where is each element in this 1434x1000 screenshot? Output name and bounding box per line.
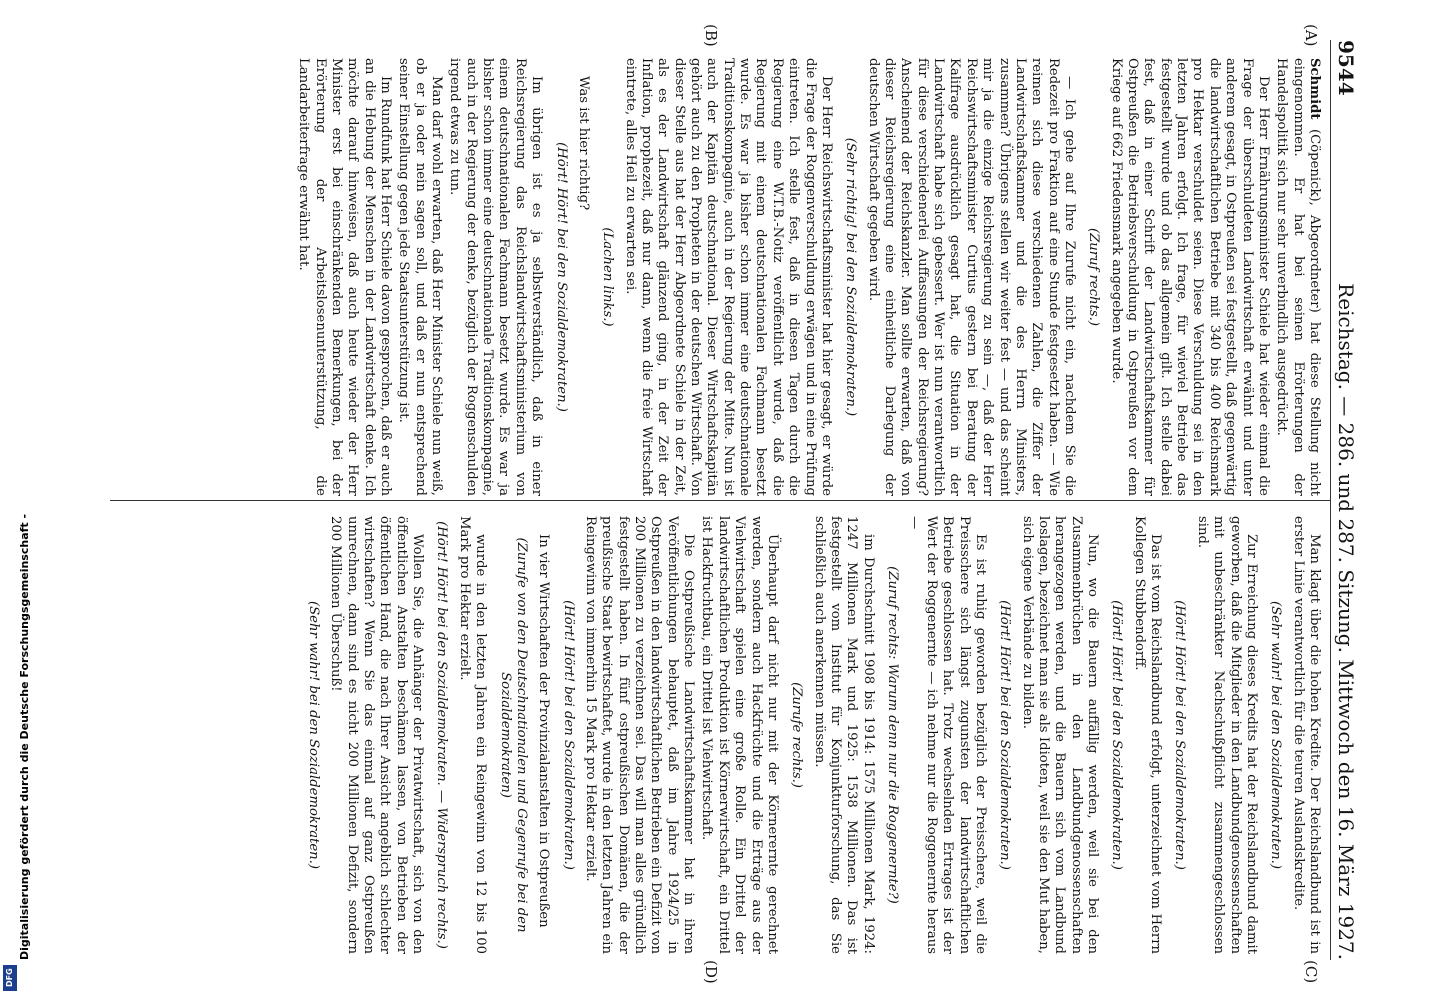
document-page [90, 24, 1360, 984]
paragraph: Es ist ruhig geworden bezüglich der Preisschere, weil die Preisschere sich längst zugunsten der landwirtschaftlichen Betriebe geschlossen hat. Trotz wechselnden Ertrages ist der Wert der Roggenernte — ich nehme nur die Roggenernte heraus — [907, 516, 988, 954]
column-rule [110, 500, 1330, 501]
header-title: Reichstag. — 286. und 287. Sitzung. Mittwoch den 16. März 1927. [1334, 283, 1358, 960]
paragraph: Schmidt (Cöpenick), Abgeordneter) hat diese Stellung nicht eingenommen. Er hat bei seinen Erörterungen der Handelspolitik sich nur sehr unverbindlich ausgedrückt. [1274, 58, 1322, 496]
paragraph: Im übrigen ist es ja selbstverständlich, daß in einer Reichsregierung das Reichslandwirtschaftsministerium von einem deutschnationalen Fachmann besetzt wurde. Es war ja bisher schon immer eine deutschnationale Traditionskompagnie, auch in der Regierung der denke, bezüglich der Roggenschulden irgend etwas zu tun. [447, 58, 545, 496]
paragraph: Man darf wohl erwarten, daß Herr Minister Schiele nun weiß, ob er ja oder nein sagen soll, und daß er nun entsprechend seiner Einstellung gegen jede Staatsunterstützung ist. [396, 58, 445, 496]
stage-direction: (Hört! Hört! bei den Sozialdemokraten.) [997, 600, 1013, 870]
stage-direction: (Zuruf rechts: Warum denn nur die Roggenernte?) [885, 566, 901, 904]
speaker-name: Schmidt [1307, 58, 1322, 129]
stage-direction: (Hört! Hört! bei den Sozialdemokraten. — Widerspruch rechts.) [434, 521, 450, 949]
stage-direction: (Sehr wahr! bei den Sozialdemokraten.) [1268, 601, 1284, 869]
paragraph: wurde in den letzten Jahren ein Reingewinn von 12 bis 100 Mark pro Hektar erzielt. [456, 516, 489, 954]
paragraph: Das ist vom Reichslandbund erfolgt, unterzeichnet vom Herrn Kollegen Stubbendorff. [1131, 516, 1164, 954]
margin-mark-b: (B) [702, 24, 720, 47]
paragraph: Nun, wo die Bauern auffällig werden, weil sie bei den Zusammenbrüchen in den Landbundgenossenschaften herangezogen werden, und die Bauern sich vom Landbund loslagen, bezeichnet man sie als Idioten, weil sie den Mut haben, sich eigene Verbände zu bilden. [1019, 516, 1101, 954]
margin-mark-a: (A) [1302, 24, 1320, 47]
paragraph: Man klagt über die hohen Kredite. Der Reichslandbund ist in erster Linie verantwortlich für die teuren Auslandskredite. [1290, 516, 1322, 954]
page-number: 9544 [1334, 40, 1358, 96]
left-column [122, 58, 1322, 496]
stage-direction: (Lachen links.) [600, 227, 616, 327]
paragraph: In vier Wirtschaften der Provinzialanstalten in Ostpreußen [536, 534, 552, 928]
paragraph: Was ist hier richtig? [575, 76, 591, 211]
sidebar-credit: Digitalisierung gefördert durch die Deutsche Forschungsgemeinschaft - [18, 513, 31, 960]
stage-direction: (Hört! Hört! bei den Sozialdemokraten.) [560, 600, 576, 870]
stage-direction: (Zurufe von den Deutschnationalen und Gegenrufe bei den Sozialdemokraten) [497, 537, 529, 933]
margin-mark-d: (D) [702, 960, 720, 984]
stage-direction: (Hört! Hört! bei den Sozialdemokraten.) [1109, 600, 1125, 870]
stage-direction: (Hört! Hört! bei den Sozialdemokraten.) [1172, 600, 1188, 870]
paragraph: Die Ostpreußische Landwirtschaftskammer hat in ihren Veröffentlichungen behauptet, daß im Jahre 1924/25 in Ostpreußen in den landwirtschaftlichen Betrieben ein Defizit von 200 Millionen zu verzeichnen sei. Das will man alles gründlich festgestellt haben. In fünf ostpreußischen Domänen, die der preußische Staat bewirtschaftet, wurde in den letzten Jahren ein Reingewinn von immerhin 15 Mark pro Hektar erzielt. [582, 516, 697, 954]
stage-direction: (Sehr wahr! bei den Sozialdemokraten.) [305, 601, 321, 869]
paragraph: Im Rundfunk hat Herr Schiele davon gesprochen, daß er auch an die Hebung der Menschen in der Landwirtschaft denke. Ich möchte darauf hinweisen, daß auch heute wieder der Herr Minister erst bei einschränkenden Bemerkungen, bei der Erörterung der Arbeitslosenunterstützung, die Landarbeiterfrage erwähnt hat. [296, 58, 393, 496]
stage-direction: (Zuruf rechts.) [1086, 227, 1102, 327]
paragraph: Zur Erreichung dieses Kredits hat der Reichslandbund damit geworben, daß die Mitglieder in den Landbundgenossenschaften mit unbeschränkter Nachschußpflicht zusammengeschlossen sind. [1194, 516, 1259, 954]
paragraph: Der Herr Reichswirtschaftsminister hat hier gesagt, er würde die Frage der Roggenverschuldung erwägen und in eine Prüfung eintreten. Ich stelle fest, daß in diesen Tagen durch die Regierung eine W.T.B.-Notiz veröffentlicht wurde, daß die Regierung mit einem deutschnationalen Fachmann besetzt wurde. Es war ja bisher schon immer eine deutschnationale Traditionskompagnie, auch in der Regierung der Mitte. Nun ist auch der Kapitän deutschnational. Dieser Wirtschaftskapitän gehört auch zu den Propheten in der deutschen Wirtschaft. Von dieser Stelle aus hat der Herr Abgeordnete Schiele in der Zeit, als es der Landwirtschaft glänzend ging, in der Zeit der Inflation, prophezeit, daß nur dann, wenn die freie Wirtschaft eintrete, alles Heil zu erwarten sei. [622, 58, 834, 496]
page-header [1330, 40, 1360, 960]
right-column [122, 516, 1322, 954]
dfg-logo: DFG [3, 965, 17, 991]
margin-mark-c: (C) [1302, 960, 1320, 984]
stage-direction: (Sehr richtig! bei den Sozialdemokraten.) [843, 137, 859, 417]
paragraph: Wollen Sie, die Anhänger der Privatwirtschaft, sich von den öffentlichen Anstalten beschämen lassen, von Betrieben der öffentlichen Hand, die nach Ihrer Ansicht angeblich schlechter wirtschaften? Wenn Sie das einmal auf ganz Ostpreußen umrechnen, dann sind es nicht 200 Millionen Defizit, sondern 200 Millionen Überschuß! [328, 516, 426, 954]
paragraph: im Durchschnitt 1908 bis 1914: 1575 Millionen Mark, 1924: 1247 Millionen Mark und 1925: 1538 Millionen. Das ist festgestellt vom Institut für Konjunkturforschung, das Sie schließlich auch anerkennen müssen. [811, 516, 876, 954]
paragraph: Überhaupt darf nicht nur mit der Körnerernte gerechnet werden, sondern auch Hackfrüchte und die Erträge aus der Viehwirtschaft spielen eine große Rolle. Ein Drittel der landwirtschaftlichen Produktion ist Körnerwirtschaft, ein Drittel ist Hackfruchtbau, ein Drittel ist Viehwirtschaft. [699, 516, 780, 954]
stage-direction: (Zurufe rechts.) [789, 682, 805, 788]
sidebar [0, 0, 30, 1000]
paragraph: — Ich gehe auf Ihre Zurufe nicht ein, nachdem Sie die Redezeit pro Fraktion auf eine Stunde festgesetzt haben. — Wie reimen sich diese verschiedenen Zahlen, die Ziffer der Landwirtschaftskammer und die des Herrn Ministers, zusammen? Übrigens stellen wir weiter fest — und das scheint mir ja die einzige Reichsregierung zu sein —, daß der Herr Reichswirtschaftsminister Curtius gestern bei Beratung der Kalifrage ausdrücklich gesagt hat, die Situation in der Landwirtschaft habe sich gebessert. Wer ist nun verantwortlich für diese verschiedenerlei Auffassungen der Reichsregierung? Anscheinend der Reichskanzler. Man sollte erwarten, daß von dieser Reichsregierung eine einheitliche Darlegung der deutschen Wirtschaft gegeben wird. [865, 58, 1077, 496]
paragraph: Der Herr Ernährungsminister Schiele hat wieder einmal die Frage der überschuldeten Landwirtschaft erwähnt und unter anderem gesagt, in Ostpreußen sei festgestellt, daß gegenwärtig die landwirtschaftlichen Betriebe mit 340 bis 400 Reichsmark pro Hektar verschuldet seien. Diese Verschuldung sei in den letzten Jahren erfolgt. Ich frage, für wieviel Betriebe das festgestellt wurde und ob das allgemein gilt. Ich stelle dabei fest, daß in einer Schrift der Landwirtschaftskammer für Ostpreußen die Betriebsverschuldung in Ostpreußen vor dem Kriege auf 662 Friedensmark angegeben wurde. [1108, 58, 1271, 496]
stage-direction: (Hört! Hört! bei den Sozialdemokraten.) [553, 142, 569, 412]
